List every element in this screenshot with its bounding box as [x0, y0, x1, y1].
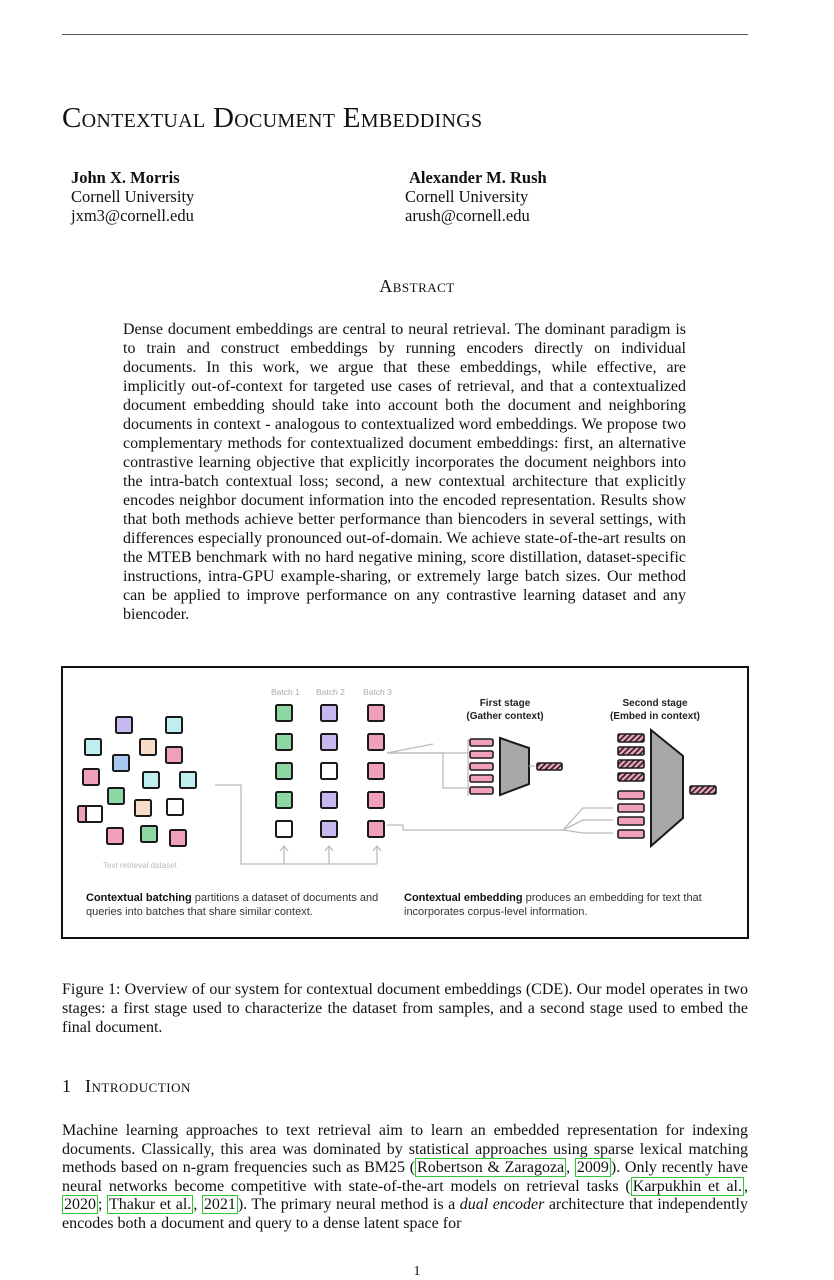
left-figure-caption [86, 892, 386, 919]
citation-link[interactable]: 2020 [64, 1196, 96, 1214]
first-stage-input [470, 751, 493, 758]
figure-caption: Figure 1: Overview of our system for contextual document embeddings (CDE). Our model operates in two stages: a first stage used to characterize the dataset from samples, and a second stage used to embed the final document. [62, 981, 748, 1036]
batch-1-label: Batch 1 [271, 687, 300, 697]
dataset-square [166, 717, 182, 733]
first-stage-encoder [470, 738, 562, 795]
batch-item [368, 821, 384, 837]
right-figure-caption [404, 892, 734, 919]
batch-item [321, 792, 337, 808]
dataset-square [170, 830, 186, 846]
batch-item [321, 821, 337, 837]
figure-1 [61, 666, 749, 939]
caption-rest: produces an embedding for text that incorporates corpus-level information. [404, 892, 702, 918]
first-stage-input [470, 787, 493, 794]
author-affiliation: Cornell University [71, 187, 195, 206]
batch-item [368, 705, 384, 721]
document-input [618, 791, 644, 799]
first-stage-title: First stage [479, 698, 531, 709]
dataset-square [85, 739, 101, 755]
batch-2-label: Batch 2 [316, 687, 345, 697]
batch-item [368, 763, 384, 779]
dataset-square [135, 800, 151, 816]
dataset-square [141, 826, 157, 842]
emphasis: dual encoder [459, 1196, 545, 1214]
text: architecture that independently encodes both a document and query to a dense latent space for [62, 1196, 748, 1232]
abstract-heading: Abstract [379, 276, 455, 296]
context-input [618, 747, 644, 755]
dataset-square [107, 828, 123, 844]
dataset-squares [78, 717, 196, 846]
author-2 [405, 168, 547, 225]
batch-item [321, 734, 337, 750]
context-input [618, 734, 644, 742]
text: ). The primary neural method is a [237, 1196, 460, 1214]
caption-bold: Contextual embedding [404, 892, 523, 904]
caption-bold: Contextual batching [86, 892, 192, 904]
text: Machine learning approaches to text retrieval aim to learn an embedded representation for indexing documents. Classically, this area was dominated by statistical approaches using sparse lexical matching methods based on n-gram frequencies such as BM25 ( [62, 1122, 748, 1177]
second-stage-subtitle: (Embed in context) [609, 711, 701, 722]
context-embedding [537, 763, 562, 770]
batch-item [276, 705, 292, 721]
dataset-label: Text retrieval dataset [103, 861, 177, 870]
dataset-square [180, 772, 196, 788]
batch-item [321, 763, 337, 779]
first-stage-input [470, 763, 493, 770]
dataset-square [83, 769, 99, 785]
first-stage-subtitle: (Gather context) [466, 711, 544, 722]
introduction-paragraph: Machine learning approaches to text retrieval aim to learn an embedded representation for indexing documents. Classically, this area was dominated by statistical approaches using sparse lexical matching methods based on n-gram frequencies such as BM25 ( Robertson & Zaragoza , 2009 ). Only recently have neural networks become competitive with state-of-the-art models on retrieval tasks ( Karpukhin et al. , 2020 ; Thakur et al. , 2021 ). The primary neural method is a dual encoder architecture that independently encodes both a document and query to a dense latent space for [62, 1122, 748, 1232]
batch-item [276, 763, 292, 779]
caption-rest: partitions a dataset of documents and queries into batches that share similar context. [86, 892, 379, 918]
top-rule [62, 34, 748, 35]
text: ). Only recently have neural networks become competitive with state-of-the-art models on retrieval tasks ( [62, 1159, 748, 1195]
document-input [618, 830, 644, 838]
batch-item [368, 734, 384, 750]
document-input [618, 804, 644, 812]
page-number: 1 [413, 1264, 421, 1279]
citation-link[interactable]: Thakur et al. [108, 1196, 192, 1214]
section-heading [62, 1076, 191, 1097]
first-stage-input [470, 739, 493, 746]
first-stage-input [470, 775, 493, 782]
dataset-square [140, 739, 156, 755]
author-name: John X. Morris [71, 168, 180, 187]
dataset-square [143, 772, 159, 788]
batch-item [276, 734, 292, 750]
batch-item [276, 821, 292, 837]
second-stage-title: Second stage [622, 698, 688, 709]
citation-link[interactable]: 2021 [203, 1196, 236, 1214]
paper-title: Contextual Document Embeddings [62, 102, 483, 134]
author-email[interactable]: jxm3@cornell.edu [71, 206, 194, 225]
section-title: Introduction [85, 1076, 191, 1096]
second-stage-encoder [618, 730, 716, 846]
dataset-square [113, 755, 129, 771]
batch-3-label: Batch 3 [363, 687, 392, 697]
output-embedding [690, 786, 716, 794]
batch-item [321, 705, 337, 721]
dataset-connector [215, 785, 381, 864]
dataset-square [167, 799, 183, 815]
citation-link[interactable]: Robertson & Zaragoza [417, 1159, 565, 1177]
citation-link[interactable]: 2009 [576, 1159, 609, 1177]
citation-link[interactable]: Karpukhin et al. [632, 1177, 742, 1195]
author-1 [71, 168, 194, 225]
dataset-square [108, 788, 124, 804]
author-name: Alexander M. Rush [409, 168, 547, 187]
dataset-square [116, 717, 132, 733]
dataset-square [166, 747, 182, 763]
abstract-text: Dense document embeddings are central to neural retrieval. The dominant paradigm is to train and construct embeddings by running encoders directly on individual documents. In this work, we argue that these embeddings, while effective, are implicitly out-of-context for targeted use cases of retrieval, and that a contextualized document embedding should take into account both the document and neighboring documents in context - analogous to contextualized word embeddings. We propose two complementary methods for contextualized document embeddings: first, an alternative contrastive learning objective that explicitly incorporates the document neighbors into the intra-batch contextual loss; second, a new contextual architecture that explicitly encodes neighbor document information into the encoded representation. Results show that both methods achieve better performance than biencoders in several settings, with differences especially pronounced out-of-domain. We achieve state-of-the-art results on the MTEB benchmark with no hard negative mining, score distillation, dataset-specific instructions, intra-GPU example-sharing, or extremely large batch sizes. Our method can be applied to improve performance on any contrastive learning dataset and any biencoder. [123, 321, 686, 623]
batch-item [276, 792, 292, 808]
second-stage-trapezoid [651, 730, 683, 846]
first-stage-trapezoid [500, 738, 529, 795]
section-number: 1 [62, 1076, 71, 1096]
batch-item [368, 792, 384, 808]
batch-columns [276, 705, 384, 837]
dataset-square [86, 806, 102, 822]
context-input [618, 773, 644, 781]
context-input [618, 760, 644, 768]
author-email[interactable]: arush@cornell.edu [405, 206, 530, 225]
document-input [618, 817, 644, 825]
author-affiliation: Cornell University [405, 187, 529, 206]
